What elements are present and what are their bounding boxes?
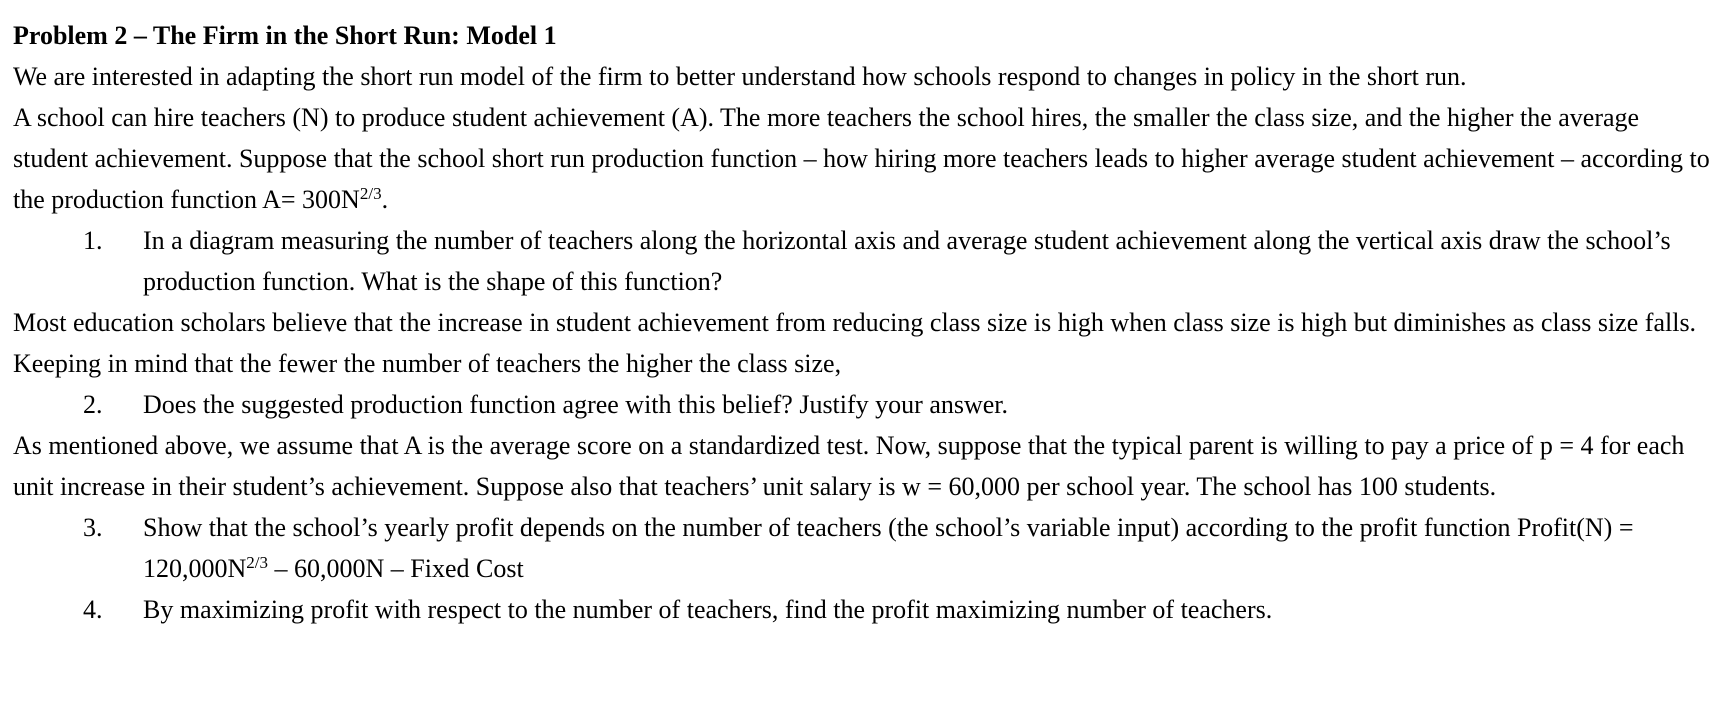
class-size-paragraph: Most education scholars believe that the increase in student achievement from reducing class size is high when class size is high but diminishes as class size falls. Keeping in mind that the fewer the number of teachers the higher the class size, bbox=[13, 308, 1697, 378]
question-2-number: 2. bbox=[83, 390, 103, 419]
intro-paragraph: We are interested in adapting the short run model of the firm to better understand how schools respond to changes in policy in the short run. bbox=[13, 62, 1467, 91]
question-3-body bbox=[143, 507, 1716, 589]
production-function-paragraph bbox=[13, 97, 1716, 220]
question-4 bbox=[13, 589, 1716, 630]
profit-exponent: 2/3 bbox=[246, 553, 269, 572]
production-exponent: 2/3 bbox=[359, 184, 382, 203]
question-2-text: Does the suggested production function agree with this belief? Justify your answer. bbox=[143, 390, 1009, 419]
production-function-end: . bbox=[381, 185, 389, 214]
question-3 bbox=[13, 507, 1716, 589]
question-1-text: In a diagram measuring the number of teachers along the horizontal axis and average student achievement along the vertical axis draw the school’s production function. What is the shape of this function? bbox=[143, 226, 1671, 296]
pricing-paragraph: As mentioned above, we assume that A is the average score on a standardized test. Now, suppose that the typical parent is willing to pay a price of p = 4 for each unit increase in their student’s achievement. Suppose also that teachers’ unit salary is w = 60,000 per school year. The school has 100 students. bbox=[13, 431, 1685, 501]
production-function-text: A school can hire teachers (N) to produce student achievement (A). The more teachers the school hires, the smaller the class size, and the higher the average student achievement. Suppose that the school short run production function – how hiring more teachers leads to higher average student achievement – according to the production function A= 300N bbox=[13, 103, 1710, 214]
question-3-end: – 60,000N – Fixed Cost bbox=[268, 554, 524, 583]
question-4-text: By maximizing profit with respect to the number of teachers, find the profit maximizing number of teachers. bbox=[143, 595, 1273, 624]
question-2 bbox=[13, 384, 1716, 425]
question-1-number: 1. bbox=[83, 226, 103, 255]
question-3-number: 3. bbox=[83, 513, 103, 542]
question-1 bbox=[13, 220, 1716, 302]
problem-title: Problem 2 – The Firm in the Short Run: Model 1 bbox=[13, 21, 557, 50]
question-4-number: 4. bbox=[83, 595, 103, 624]
question-3-text: Show that the school’s yearly profit depends on the number of teachers (the school’s variable input) according to the profit function Profit(N) = 120,000N bbox=[143, 513, 1634, 583]
